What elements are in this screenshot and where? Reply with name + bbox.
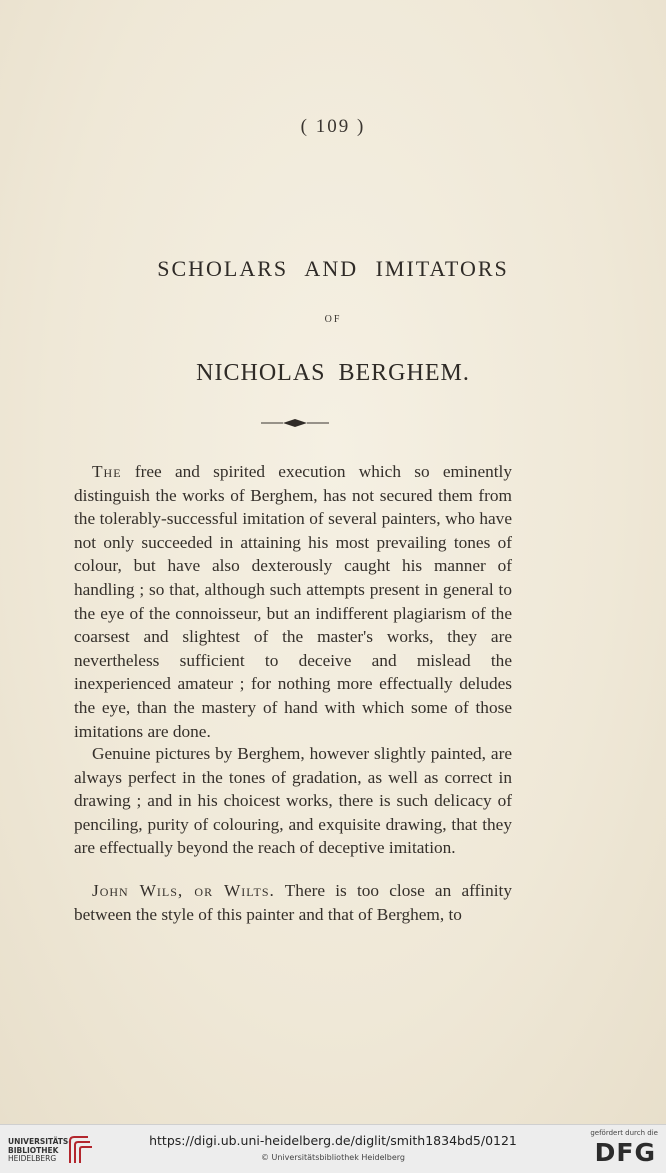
paragraph-1-lead: The: [92, 462, 122, 481]
library-name-line1: UNIVERSITÄTS-: [8, 1137, 72, 1146]
paragraph-3-text: There is too close an affinity between the style of this painter and that of Berghem, to: [74, 881, 512, 924]
dfg-funded-label: gefördert durch die: [590, 1129, 658, 1137]
ornament-divider-icon: [261, 417, 329, 429]
page-number: ( 109 ): [300, 116, 366, 137]
title-connector: OF: [324, 314, 342, 325]
paragraph-3-lead: John Wils, or Wilts.: [92, 881, 275, 900]
chapter-subtitle: NICHOLAS BERGHEM.: [196, 360, 470, 386]
permalink-url[interactable]: https://digi.ub.uni-heidelberg.de/diglit/smith1834bd5/0121: [149, 1133, 517, 1148]
paragraph-1: [74, 460, 512, 743]
dfg-logo: DFG: [594, 1138, 656, 1167]
library-name-line3: HEIDELBERG: [8, 1154, 57, 1163]
paragraph-2: [74, 742, 512, 860]
copyright-notice: © Universitätsbibliothek Heidelberg: [260, 1153, 405, 1162]
paragraph-3: [74, 879, 512, 926]
paragraph-2-text: Genuine pictures by Berghem, however slightly painted, are always perfect in the tones of gradation, as well as correct in drawing ; and in his choicest works, there is such delicacy of penciling, purity of colouring, and exquisite drawing, that they are effectually beyond the reach of deceptive imitation.: [74, 744, 512, 858]
library-name-line2: BIBLIOTHEK: [8, 1145, 59, 1155]
viewer-footer: [0, 1124, 666, 1173]
paragraph-1-text: free and spirited execution which so eminently distinguish the works of Berghem, has not secured them from the tolerably-successful imitation of several painters, who have not only succeeded in attaining his most prevailing tones of colour, but have also dexterously caught his manner of handling ; so that, although such attempts present in general to the eye of the connoisseur, but an indifferent plagiarism of the coarsest and slightest of the master's works, they are nevertheless sufficient to deceive and mislead the inexperienced amateur ; for nothing more effectually deludes the eye, than the mastery of hand with which some of those imitations are done.: [74, 462, 512, 741]
chapter-title: SCHOLARS AND IMITATORS: [157, 256, 509, 281]
